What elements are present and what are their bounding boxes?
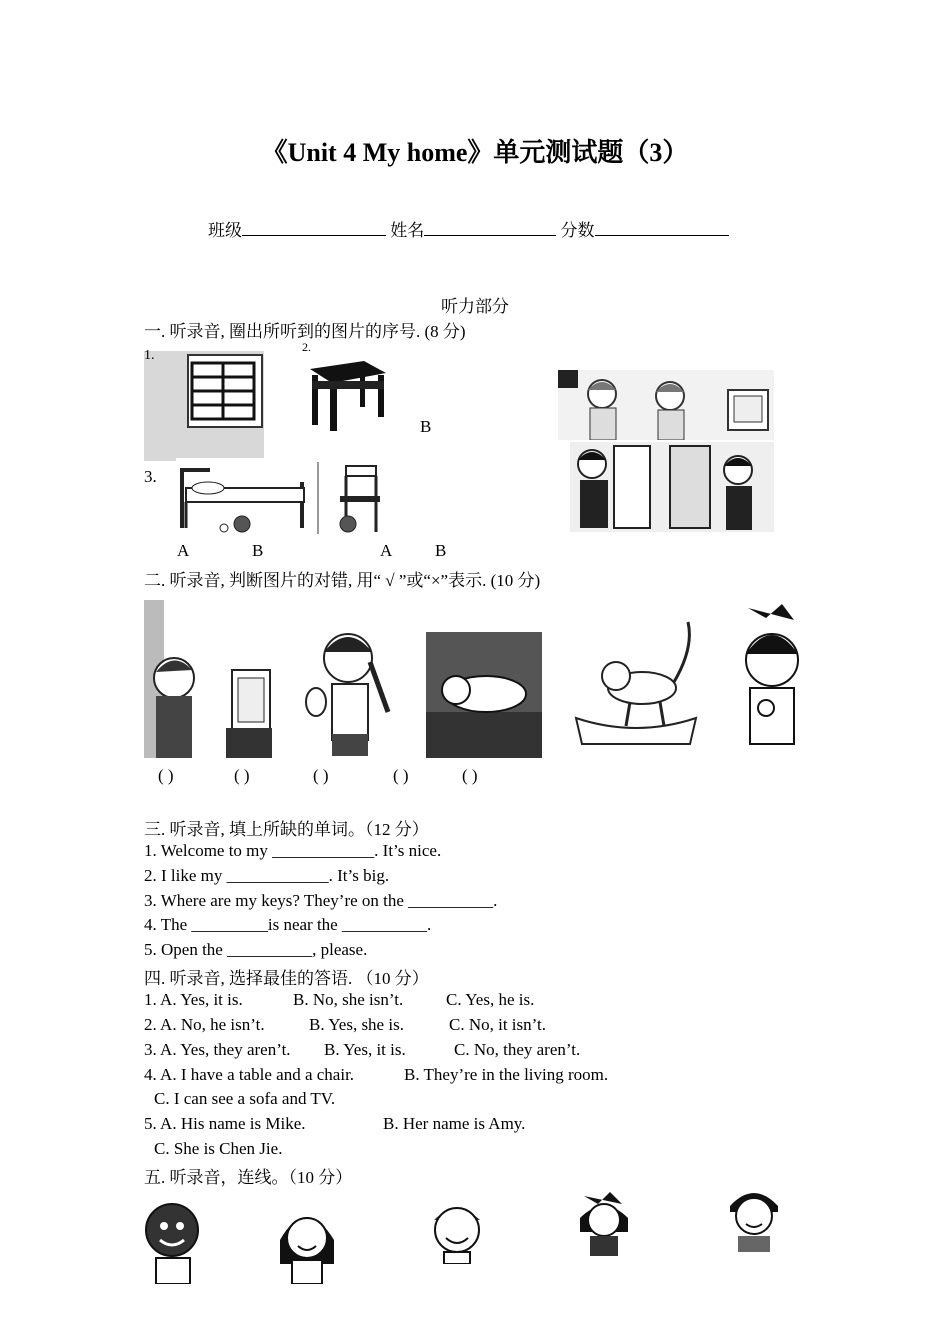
girls-watching-tv-picture — [558, 370, 774, 440]
answer-box-3[interactable]: ( ) — [313, 766, 329, 785]
girl-face-2-picture[interactable] — [576, 1188, 632, 1256]
q3-option-c: C. No, they aren’t. — [454, 1040, 581, 1059]
name-blank[interactable] — [424, 219, 556, 236]
fill-item-4: 4. The _________is near the __________. — [144, 915, 432, 934]
q4-option-b: B. They’re in the living room. — [404, 1065, 609, 1084]
fill-item-2: 2. I like my ____________. It’s big. — [144, 866, 390, 885]
class-blank[interactable] — [242, 219, 386, 236]
class-label: 班级 — [208, 221, 242, 240]
shelf-picture — [144, 351, 264, 461]
answer-box-4[interactable]: ( ) — [393, 766, 409, 785]
boy-tv-picture — [144, 600, 272, 758]
label-b-top: B — [420, 417, 432, 436]
q1-option-c: C. Yes, he is. — [446, 990, 535, 1009]
student-info-line — [208, 216, 729, 241]
q5-option-b: B. Her name is Amy. — [383, 1114, 526, 1133]
label-b-1: B — [252, 541, 264, 560]
item-number-1: 1. — [144, 348, 155, 363]
score-label: 分数 — [560, 221, 595, 240]
q4-option-c: C. I can see a sofa and TV. — [154, 1089, 336, 1108]
part3-heading: 三. 听录音, 填上所缺的单词。（12 分） — [144, 820, 429, 839]
fill-item-1: 1. Welcome to my ____________. It’s nice. — [144, 841, 442, 860]
fill-item-3: 3. Where are my keys? They’re on the __________. — [144, 891, 498, 910]
name-label: 姓名 — [390, 221, 425, 240]
label-b-2: B — [435, 541, 447, 560]
boy-face-3-picture[interactable] — [726, 1184, 782, 1252]
answer-box-5[interactable]: ( ) — [462, 766, 478, 785]
q1-option-b: B. No, she isn’t. — [293, 990, 404, 1009]
girl-clapping-picture — [300, 622, 394, 758]
bed-picture — [176, 458, 308, 534]
part5-heading: 五. 听录音，连线。（10 分） — [144, 1168, 353, 1187]
q3-option-b: B. Yes, it is. — [324, 1040, 406, 1059]
item-number-2: 2. — [302, 340, 311, 354]
q4-option-a: 4. A. I have a table and a chair. — [144, 1065, 355, 1084]
fill-item-5: 5. Open the __________, please. — [144, 940, 368, 959]
score-blank[interactable] — [595, 219, 729, 236]
boy-face-1-picture[interactable] — [144, 1196, 202, 1284]
q2-option-c: C. No, it isn’t. — [449, 1015, 546, 1034]
q2-option-b: B. Yes, she is. — [309, 1015, 404, 1034]
label-a-1: A — [177, 541, 190, 560]
q2-option-a: 2. A. No, he isn’t. — [144, 1015, 265, 1034]
answer-box-2[interactable]: ( ) — [234, 766, 250, 785]
page-title: 《Unit 4 My home》单元测试题（3） — [261, 138, 689, 167]
part1-heading: 一. 听录音, 圈出所听到的图片的序号. (8 分) — [144, 322, 466, 341]
section-heading: 听力部分 — [441, 297, 509, 316]
q5-option-a: 5. A. His name is Mike. — [144, 1114, 306, 1133]
q1-option-a: 1. A. Yes, it is. — [144, 990, 243, 1009]
dog-in-bath-picture — [570, 618, 702, 748]
part4-heading: 四. 听录音, 选择最佳的答语. （10 分） — [144, 969, 429, 988]
dog-on-bed-picture — [426, 632, 542, 758]
girl-face-1-picture[interactable] — [276, 1200, 338, 1284]
table-picture — [302, 355, 392, 435]
q3-option-a: 3. A. Yes, they aren’t. — [144, 1040, 291, 1059]
boy-face-2-picture[interactable] — [426, 1198, 488, 1264]
boys-fridge-picture — [570, 442, 774, 532]
item-number-3: 3. — [144, 467, 157, 486]
chair-picture — [316, 462, 386, 534]
girl-thinking-picture — [738, 600, 804, 748]
label-a-2: A — [380, 541, 393, 560]
q5-option-c: C. She is Chen Jie. — [154, 1139, 283, 1158]
answer-box-1[interactable]: ( ) — [158, 766, 174, 785]
part2-heading: 二. 听录音, 判断图片的对错, 用“ √ ”或“×”表示. (10 分) — [144, 571, 541, 590]
